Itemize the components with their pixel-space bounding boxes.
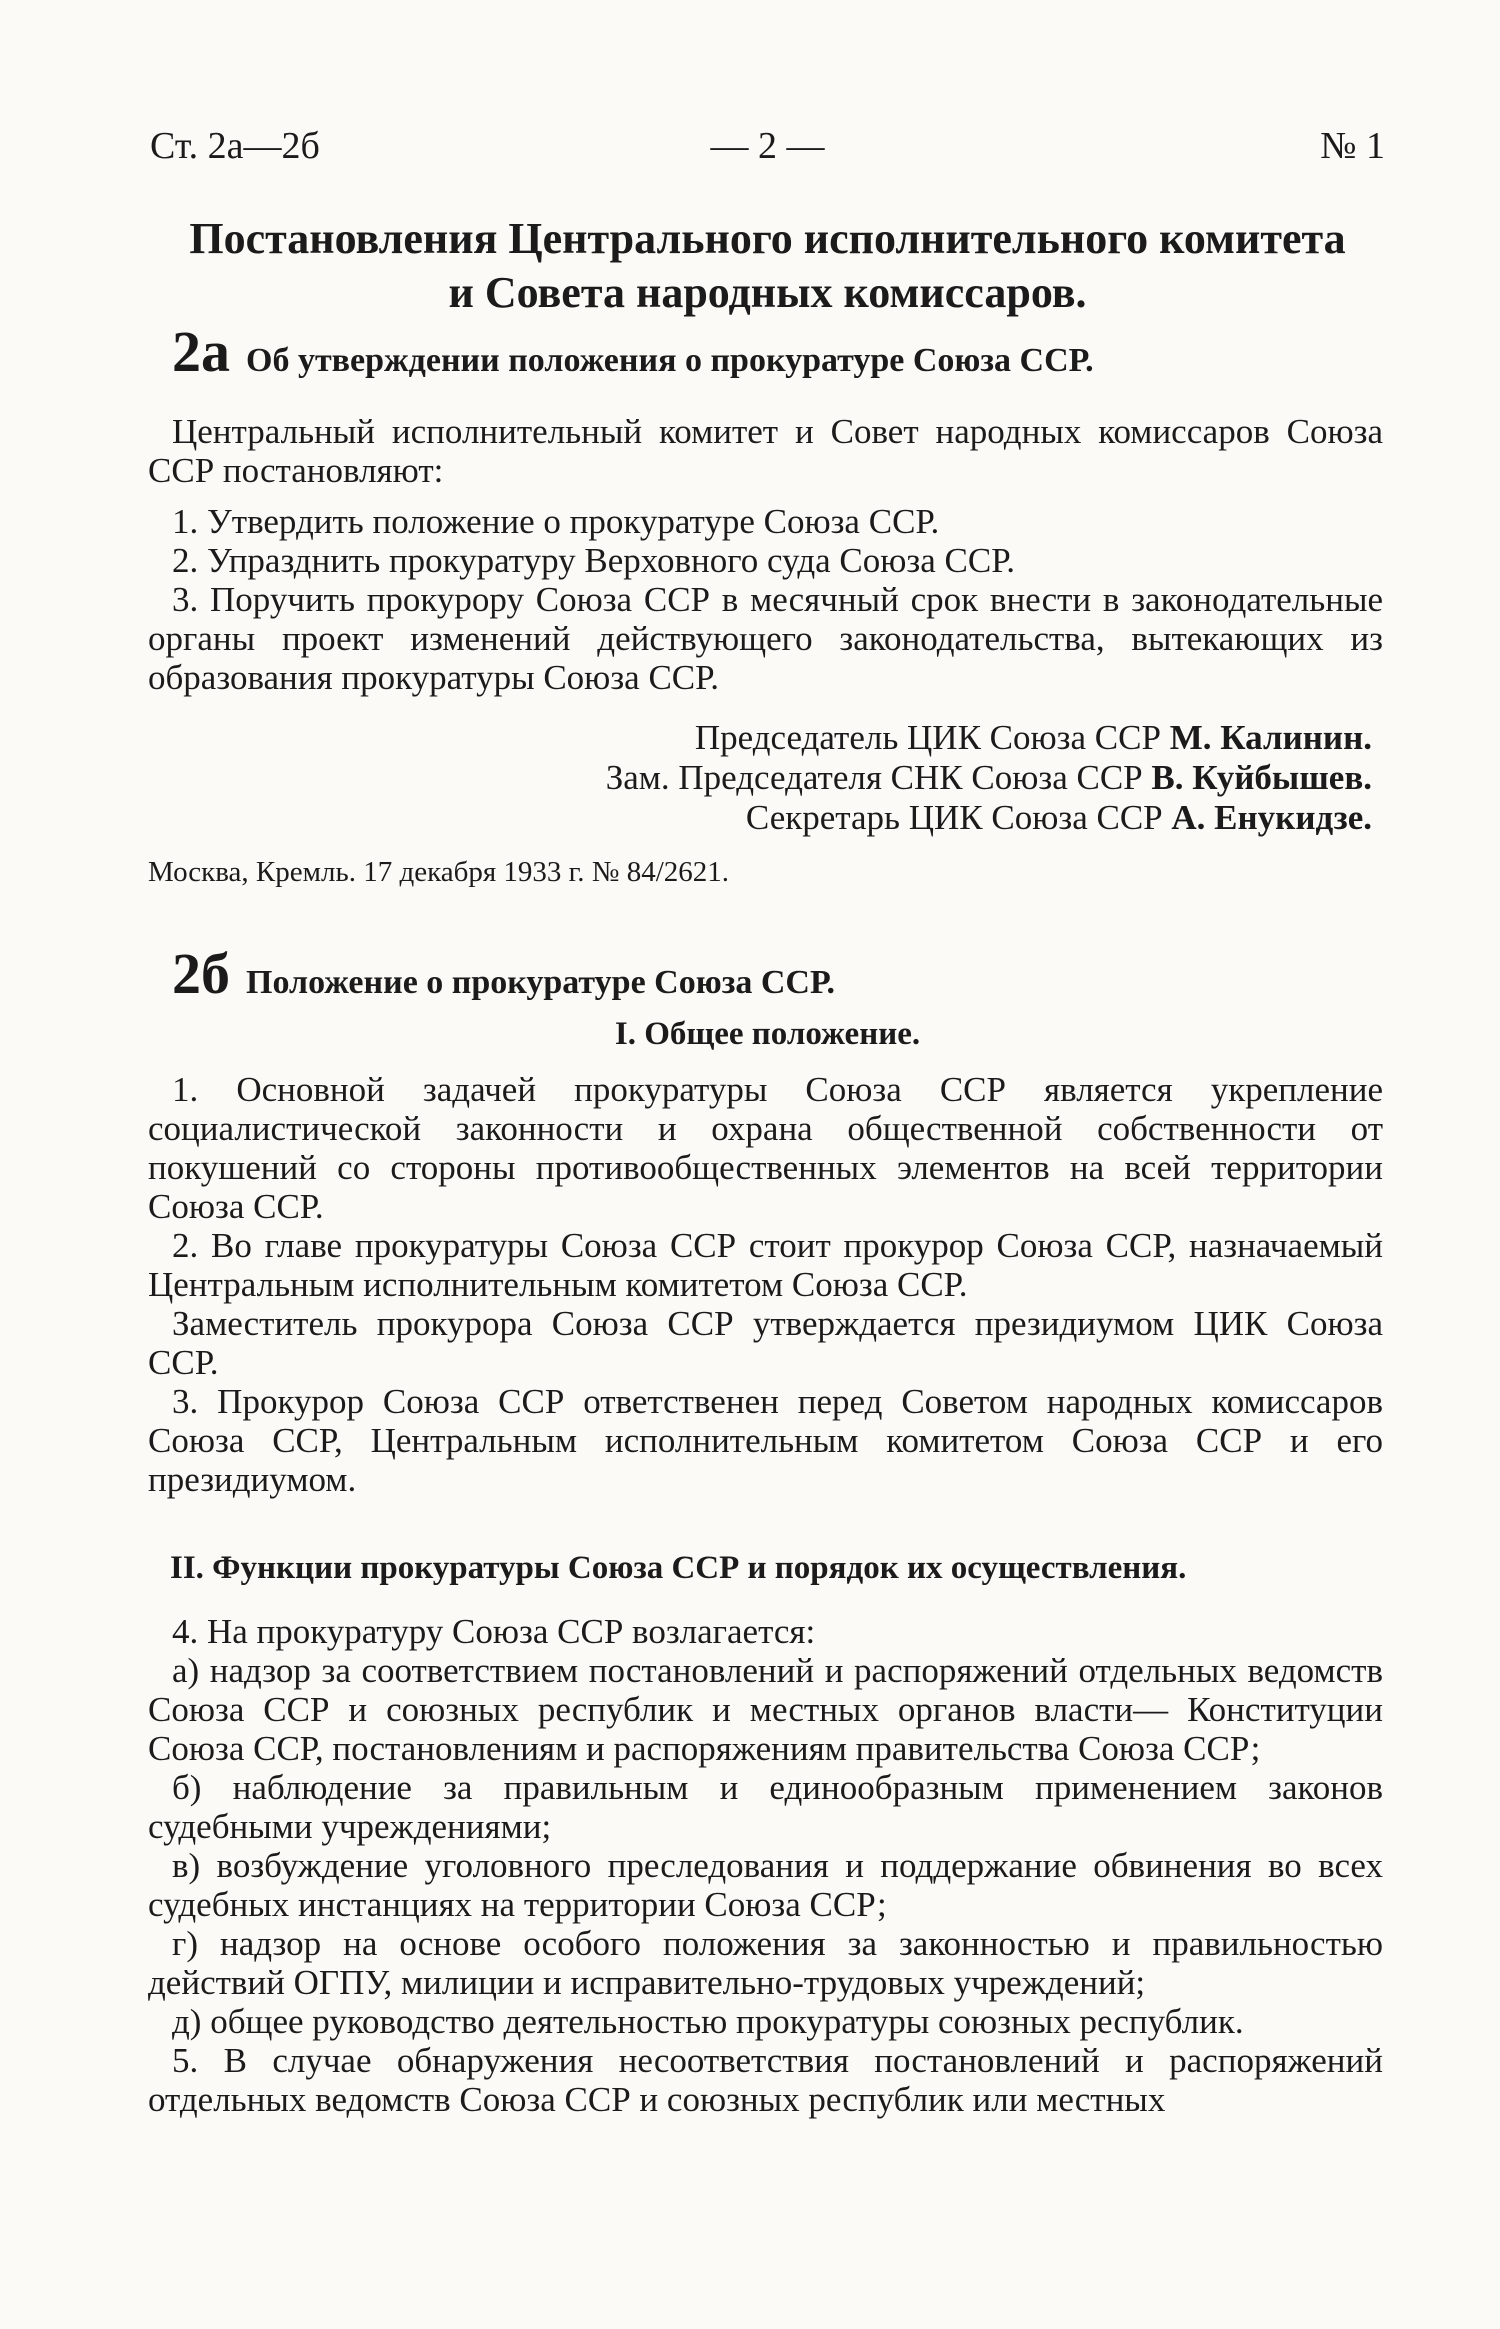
document-title [150,212,1385,320]
page-header [150,124,1385,184]
section-2a-item-2: 2. Упразднить прокуратуру Верховного суда Союза ССР. [172,541,1016,580]
signatures [472,718,1372,838]
part-1-body [148,1070,1383,1499]
part-2-item: 4. На прокуратуру Союза ССР возлагается: [172,1612,816,1651]
section-2a-heading [172,318,1094,385]
issue-number: № 1 [1320,125,1385,167]
part-2-item: а) надзор за соответствием постановлений и распоряжений отдельных ведомств Союза ССР и союзных республик и местных органов власти— Конституции Союза ССР, постановлениям и распоряжениям правительства Союза ССР; [148,1651,1383,1768]
section-2a-item-1: 1. Утвердить положение о прокуратуре Союза ССР. [172,502,940,541]
part-1-item: 1. Основной задачей прокуратуры Союза ССР является укрепление социалистической законности и охрана общественной собственности от покушений со стороны противообщественных элементов на всей территории Союза ССР. [148,1070,1383,1226]
signature-line: Секретарь ЦИК Союза ССР А. Енукидзе. [745,798,1372,837]
part-1-item: 3. Прокурор Союза ССР ответственен перед Советом народных комиссаров Союза ССР, Центральным исполнительным комитетом Союза ССР и его президиумом. [148,1382,1383,1499]
title-line-2: и Совета народных комиссаров. [448,268,1087,317]
part-2-body [148,1612,1383,2119]
signature-line: Председатель ЦИК Союза ССР М. Калинин. [694,718,1372,757]
article-range: Ст. 2а—2б [150,125,320,167]
section-2b-heading [172,940,835,1007]
section-2b-number: 2б [172,941,230,1006]
place-and-date: Москва, Кремль. 17 декабря 1933 г. № 84/2621. [148,856,730,888]
part-1-item: Заместитель прокурора Союза ССР утверждается президиумом ЦИК Союза ССР. [148,1304,1383,1382]
part-2-item: г) надзор на основе особого положения за законностью и правильностью действий ОГПУ, милиции и исправительно-трудовых учреждений; [148,1924,1383,2002]
signature-line: Зам. Председателя СНК Союза ССР В. Куйбышев. [605,758,1372,797]
section-2a-body [148,412,1383,697]
section-2a-title: Об утверждении положения о прокуратуре Союза ССР. [246,342,1094,379]
section-2a-number: 2а [172,319,230,384]
page-number: — 2 — [710,125,825,167]
part-1-item: 2. Во главе прокуратуры Союза ССР стоит прокурор Союза ССР, назначаемый Центральным исполнительным комитетом Союза ССР. [148,1226,1383,1304]
part-2-title: II. Функции прокуратуры Союза ССР и порядок их осуществления. [170,1550,1187,1586]
part-2-item: в) возбуждение уголовного преследования и поддержание обвинения во всех судебных инстанциях на территории Союза ССР; [148,1846,1383,1924]
section-2a-intro: Центральный исполнительный комитет и Совет народных комиссаров Союза ССР постановляют: [148,412,1383,490]
section-2a-item-3: 3. Поручить прокурору Союза ССР в месячный срок внести в законодательные органы проект изменений действующего законодательства, вытекающих из образования прокуратуры Союза ССР. [148,580,1383,697]
part-1-title: I. Общее положение. [614,1016,921,1052]
part-2-item: д) общее руководство деятельностью прокуратуры союзных республик. [172,2002,1244,2041]
part-2-item: 5. В случае обнаружения несоответствия постановлений и распоряжений отдельных ведомств Союза ССР и союзных республик или местных [148,2041,1383,2119]
title-line-1: Постановления Центрального исполнительного комитета [189,214,1346,263]
part-2-item: б) наблюдение за правильным и единообразным применением законов судебными учреждениями; [148,1768,1383,1846]
section-2b-title: Положение о прокуратуре Союза ССР. [246,964,836,1001]
